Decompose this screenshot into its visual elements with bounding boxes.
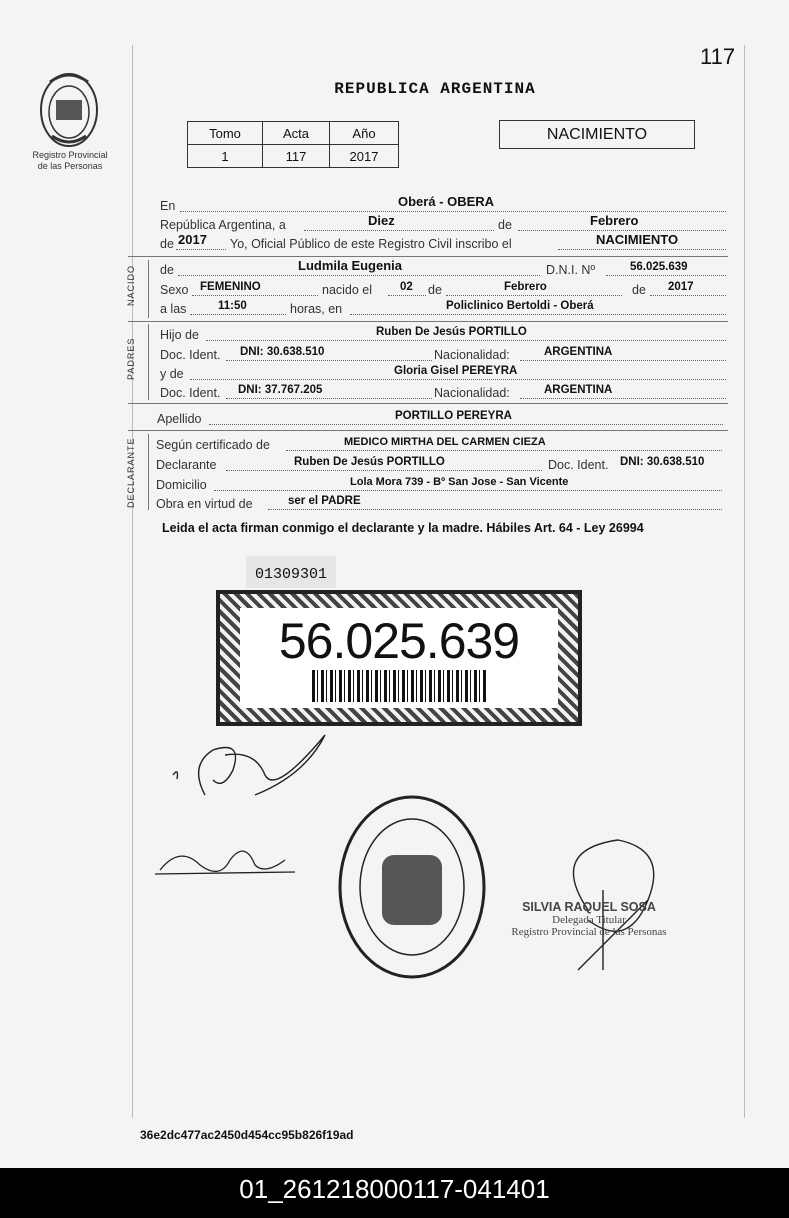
birth-month: Febrero: [504, 281, 547, 293]
label-yo: Yo, Oficial Público de este Registro Civil inscribo el: [230, 237, 512, 251]
document-hash: 36e2dc477ac2450d454cc95b826f19ad: [140, 1128, 354, 1142]
section-bar: [148, 434, 149, 510]
value-anio: 2017: [330, 145, 399, 168]
record-type-box: NACIMIENTO: [499, 120, 695, 149]
label-nacionalidad: Nacionalidad:: [434, 348, 510, 362]
child-sex: FEMENINO: [200, 281, 261, 293]
logo-caption: [22, 150, 118, 172]
mother-name: Gloria Gisel PEREYRA: [394, 365, 518, 377]
label-y-de: y de: [160, 367, 184, 381]
signing-statement: Leida el acta firman conmigo el declarante y la madre. Hábiles Art. 64 - Ley 26994: [162, 521, 644, 535]
label-republica: República Argentina, a: [160, 218, 286, 232]
declarant-reason: ser el PADRE: [288, 495, 361, 507]
mother-nationality: ARGENTINA: [544, 384, 613, 396]
row-certificado: [156, 434, 722, 454]
divider: [128, 403, 728, 404]
row-apellido: [157, 408, 723, 428]
registered-type: NACIMIENTO: [596, 232, 679, 247]
mother-doc: DNI: 37.767.205: [238, 384, 323, 396]
section-bar: [148, 260, 149, 318]
label-hijo: Hijo de: [160, 328, 199, 342]
label-doc: Doc. Ident.: [548, 458, 609, 472]
page-number: 117: [700, 44, 736, 69]
label-domicilio: Domicilio: [156, 478, 207, 492]
section-padres: PADRES: [126, 337, 136, 380]
value-tomo: 1: [188, 145, 263, 168]
father-doc: DNI: 30.638.510: [240, 346, 325, 358]
child-dni: 56.025.639: [630, 261, 688, 273]
declarant-name: Ruben De Jesús PORTILLO: [294, 456, 445, 468]
row-mother: [160, 363, 726, 383]
serial-number: 01309301: [246, 556, 336, 588]
file-id-footer: 01_261218000117-041401: [0, 1168, 789, 1218]
left-margin-line: [132, 45, 133, 1118]
label-de: de: [428, 283, 442, 297]
birth-year: 2017: [668, 281, 694, 293]
section-declarante: DECLARANTE: [126, 437, 136, 508]
signature-declarant-icon: [165, 715, 335, 810]
row-place: [160, 195, 726, 215]
father-name: Ruben De Jesús PORTILLO: [376, 326, 527, 338]
date-year: 2017: [178, 232, 207, 247]
label-certificado: Según certificado de: [156, 438, 270, 452]
row-year: [160, 233, 726, 253]
officer-role: Delegada Titular: [552, 914, 626, 926]
label-horas: horas, en: [290, 302, 343, 316]
label-a-las: a las: [160, 302, 187, 316]
label-de: de: [632, 283, 646, 297]
stamp-number: 56.025.639: [278, 613, 520, 669]
row-father-doc: [160, 344, 726, 364]
barcode-icon: [312, 670, 488, 702]
section-bar: [148, 324, 149, 400]
place-value: Oberá - OBERA: [398, 194, 495, 209]
label-doc: Doc. Ident.: [160, 348, 221, 362]
label-en: En: [160, 199, 176, 213]
date-month: Febrero: [590, 213, 639, 228]
header-anio: Año: [330, 122, 399, 145]
label-nacionalidad: Nacionalidad:: [434, 386, 510, 400]
label-doc: Doc. Ident.: [160, 386, 221, 400]
label-nacido-el: nacido el: [322, 283, 373, 297]
declarant-address: Lola Mora 739 - Bº San Jose - San Vicente: [350, 476, 569, 488]
label-sexo: Sexo: [160, 283, 189, 297]
province-seal-icon: [38, 70, 100, 150]
label-apellido: Apellido: [157, 412, 202, 426]
label-de: de: [160, 263, 174, 277]
father-nationality: ARGENTINA: [544, 346, 613, 358]
id-number-stamp: [216, 590, 582, 726]
row-time: [160, 298, 726, 318]
label-dni: D.N.I. Nº: [546, 263, 596, 277]
record-table: [187, 121, 399, 168]
label-de2: de: [160, 237, 174, 251]
birth-day: 02: [400, 281, 413, 293]
date-day: Diez: [368, 213, 395, 228]
row-sexo: [160, 279, 726, 299]
row-father: [160, 324, 726, 344]
label-de: de: [498, 218, 512, 232]
registry-seal-icon: [337, 795, 487, 980]
logo-caption-line2: de las Personas: [37, 161, 103, 171]
row-nacido-name: [160, 259, 726, 279]
officer-block: [504, 900, 674, 938]
header-acta: Acta: [263, 122, 330, 145]
row-domicilio: [156, 474, 722, 494]
child-name: Ludmila Eugenia: [298, 258, 403, 273]
section-nacido: NACIDO: [126, 264, 136, 306]
logo-caption-line1: Registro Provincial: [32, 150, 108, 160]
certificate-doctor: MEDICO MIRTHA DEL CARMEN CIEZA: [344, 436, 546, 448]
birth-time: 11:50: [218, 300, 247, 312]
divider: [128, 256, 728, 257]
signature-mother-icon: [155, 840, 295, 885]
label-declarante: Declarante: [156, 458, 217, 472]
row-obra: [156, 493, 722, 513]
divider: [128, 321, 728, 322]
document-title: REPUBLICA ARGENTINA: [334, 80, 536, 98]
label-obra: Obra en virtud de: [156, 497, 253, 511]
value-acta: 117: [263, 145, 330, 168]
row-mother-doc: [160, 382, 726, 402]
surname-value: PORTILLO PEREYRA: [395, 410, 512, 422]
birth-place: Policlinico Bertoldi - Oberá: [446, 300, 594, 312]
declarant-doc: DNI: 30.638.510: [620, 456, 705, 468]
right-margin-line: [744, 45, 745, 1118]
stamp-label: [240, 608, 558, 708]
header-tomo: Tomo: [188, 122, 263, 145]
row-declarante: [156, 454, 722, 474]
officer-name: SILVIA RAQUEL SOSA: [522, 900, 656, 914]
divider: [128, 430, 728, 431]
row-date: [160, 214, 726, 234]
officer-registry: Registro Provincial de las Personas: [511, 926, 667, 938]
